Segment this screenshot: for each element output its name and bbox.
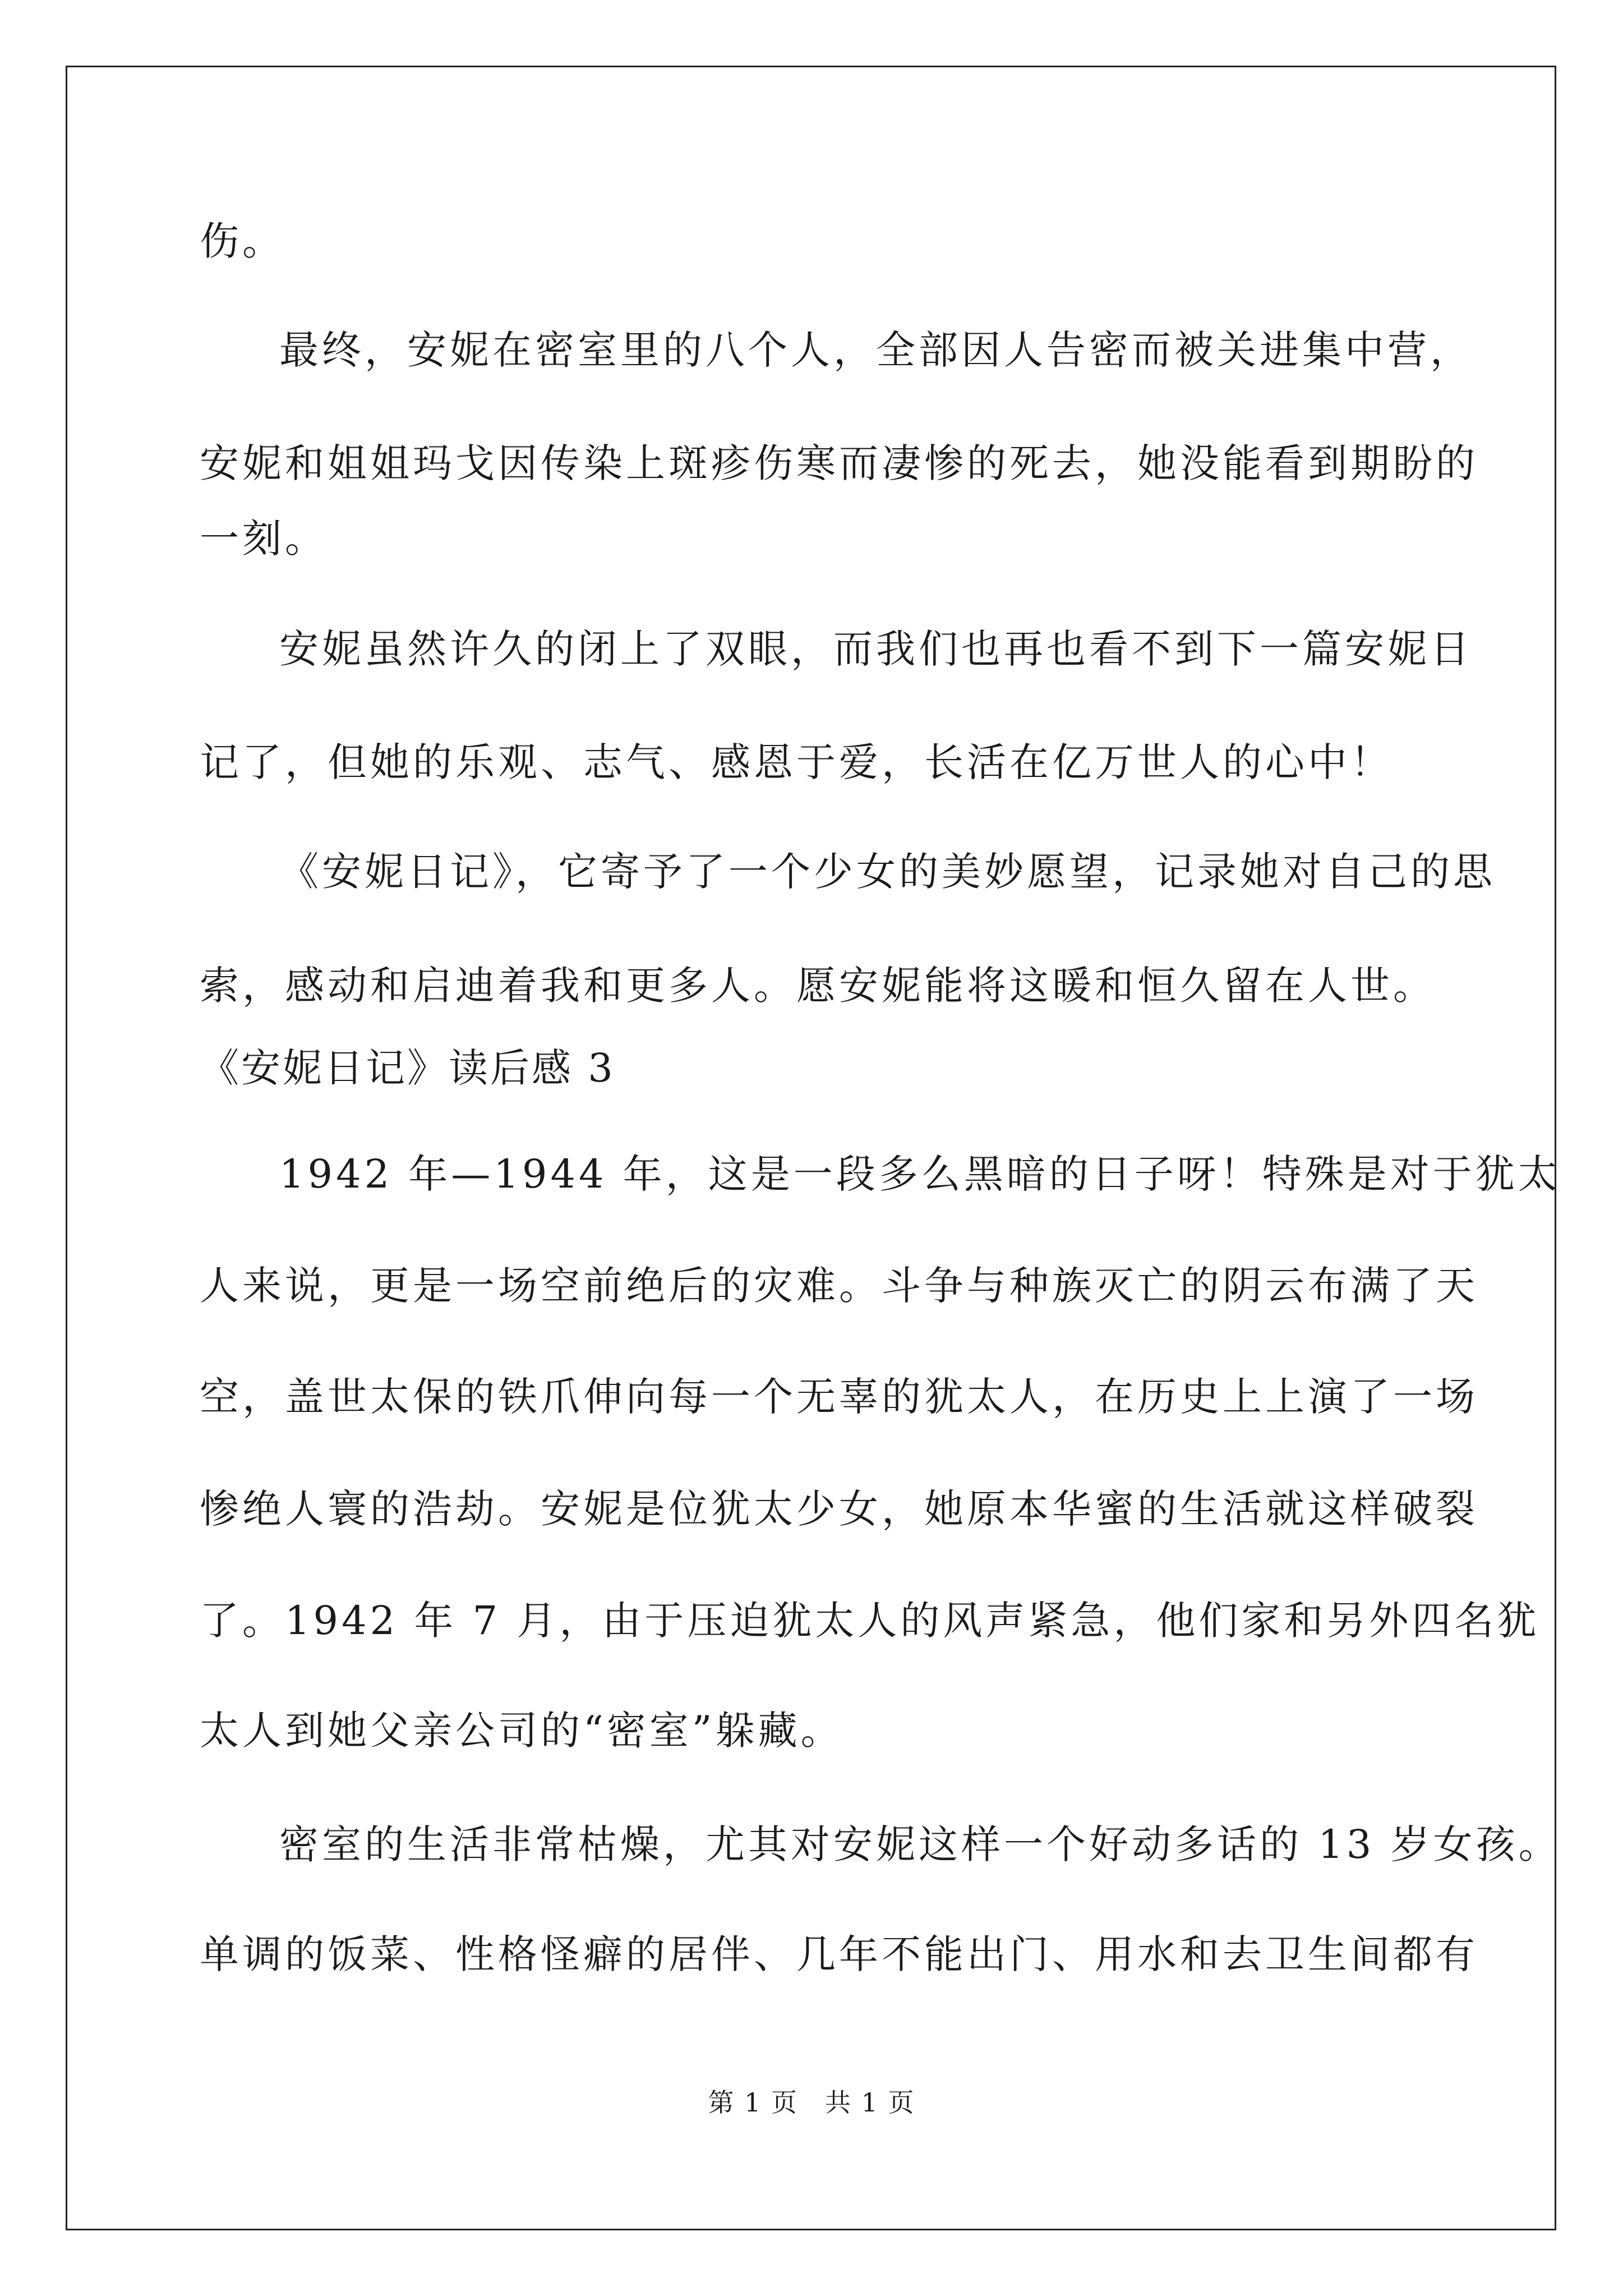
paragraph-line: 伤。 [200, 218, 285, 264]
paragraph-line: 安妮虽然许久的闭上了双眼，而我们也再也看不到下一篇安妮日 [279, 626, 1473, 672]
paragraph-line: 了。1942 年 7 月，由于压迫犹太人的风声紧急，他们家和另外四名犹 [200, 1598, 1540, 1644]
paragraph-line: 单调的饭菜、性格怪癖的居伴、几年不能出门、用水和去卫生间都有 [200, 1931, 1478, 1977]
paragraph-line: 太人到她父亲公司的“密室”躲藏。 [200, 1708, 843, 1754]
paragraph-line: 《安妮日记》，它寄予了一个少女的美妙愿望，记录她对自己的思 [279, 849, 1496, 895]
paragraph-line: 索，感动和启迪着我和更多人。愿安妮能将这暖和恒久留在人世。 [200, 963, 1436, 1009]
paragraph-line: 最终，安妮在密室里的八个人，全部因人告密而被关进集中营， [279, 327, 1473, 373]
section-heading: 《安妮日记》读后感 3 [200, 1045, 615, 1091]
paragraph-line: 一刻。 [200, 516, 328, 562]
page-number-footer: 第 1 页 共 1 页 [708, 2087, 915, 2118]
paragraph-line: 记了，但她的乐观、志气、感恩于爱，长活在亿万世人的心中！ [200, 739, 1393, 785]
paragraph-line: 安妮和姐姐玛戈因传染上斑疹伤寒而凄惨的死去，她没能看到期盼的 [200, 440, 1478, 486]
paragraph-line: 密室的生活非常枯燥，尤其对安妮这样一个好动多话的 13 岁女孩。 [279, 1821, 1561, 1867]
paragraph-line: 1942 年—1944 年，这是一段多么黑暗的日子呀！特殊是对于犹太 [279, 1151, 1561, 1197]
paragraph-line: 惨绝人寰的浩劫。安妮是位犹太少女，她原本华蜜的生活就这样破裂 [200, 1486, 1478, 1532]
paragraph-line: 人来说，更是一场空前绝后的灾难。斗争与种族灭亡的阴云布满了天 [200, 1263, 1478, 1309]
paragraph-line: 空，盖世太保的铁爪伸向每一个无辜的犹太人，在历史上上演了一场 [200, 1374, 1478, 1420]
